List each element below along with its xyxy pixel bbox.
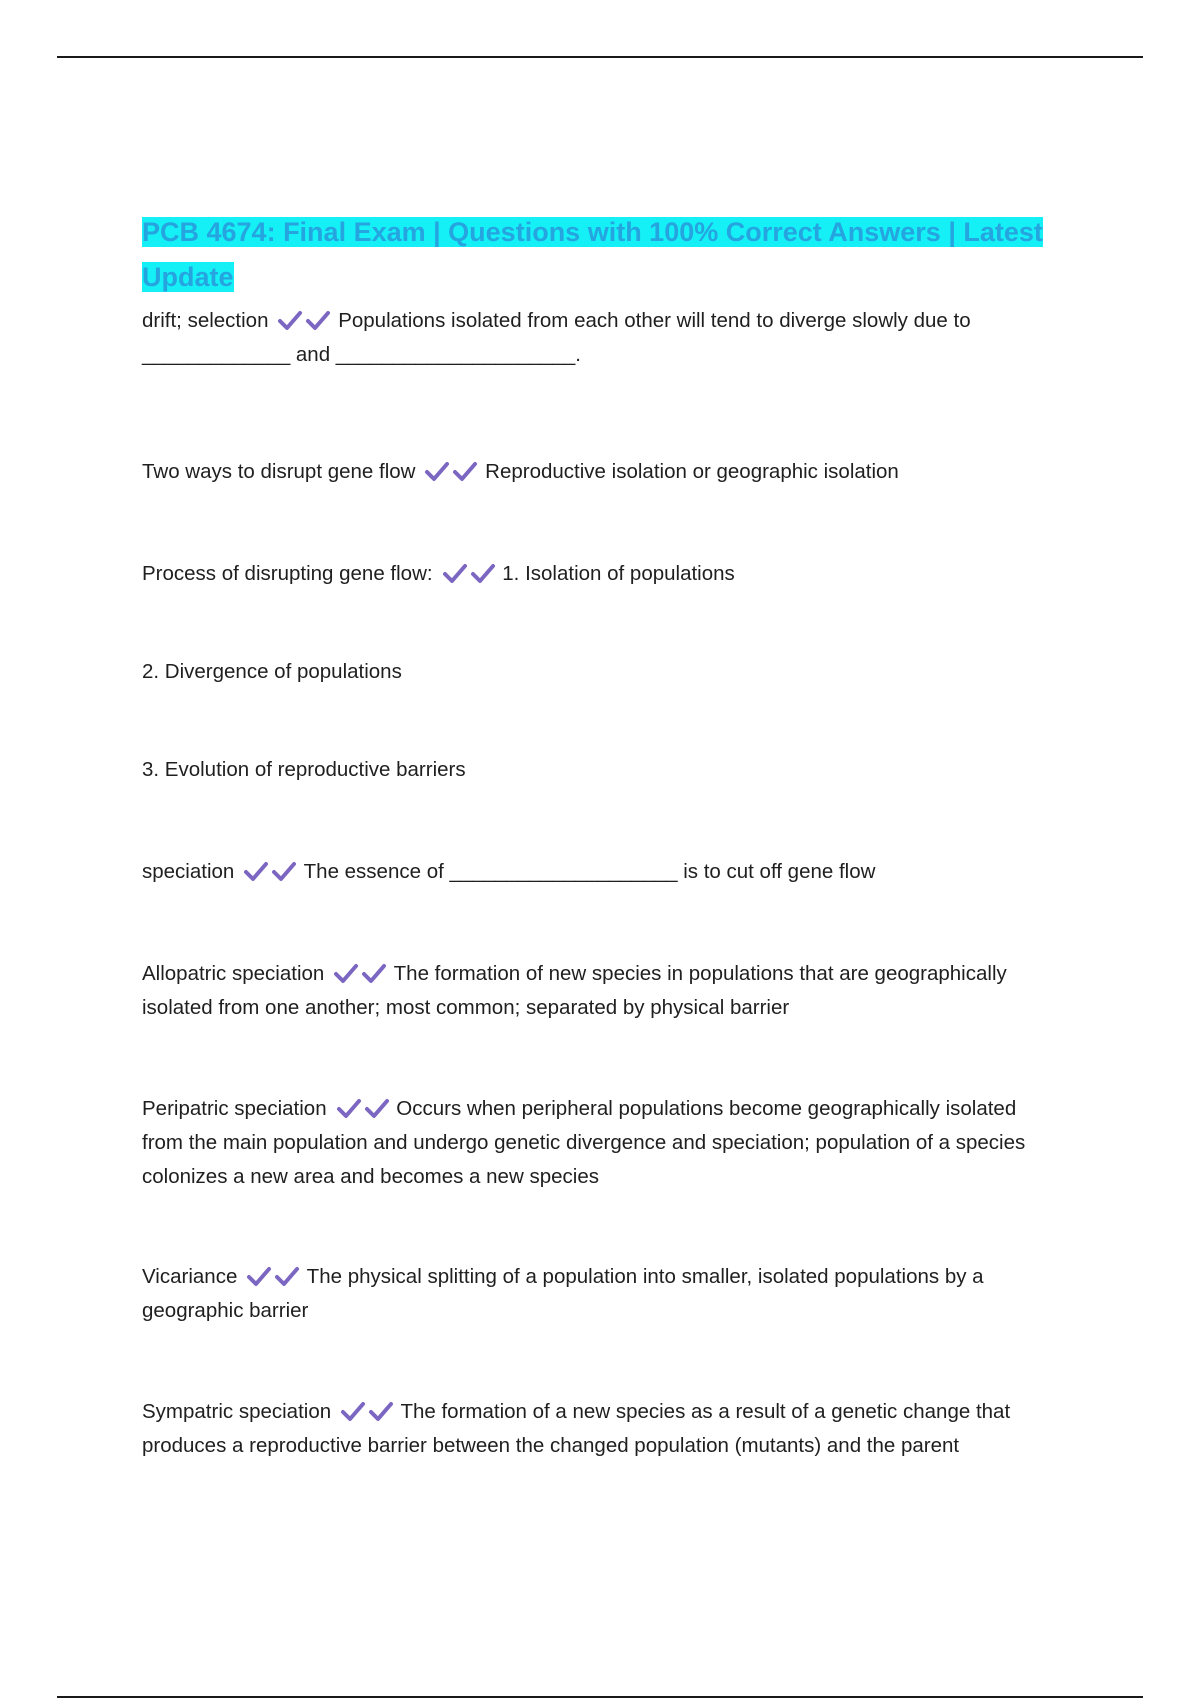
entry-definition: Reproductive isolation or geographic isolation <box>485 460 899 483</box>
entry-term: Peripatric speciation <box>142 1097 327 1120</box>
qa-entry <box>142 304 1062 372</box>
checkmark-icon <box>424 460 450 482</box>
entry-term: Sympatric speciation <box>142 1400 332 1423</box>
checkmark-icon <box>243 860 269 882</box>
checkmark-icon <box>274 1265 300 1287</box>
entry-definition: The formation of new species in populations that are geographically isolated from one another; most common; separated by physical barrier <box>142 962 1007 1019</box>
entry-term: Two ways to disrupt gene flow <box>142 460 416 483</box>
qa-entry <box>142 1395 1062 1463</box>
bottom-rule <box>57 1696 1143 1698</box>
entry-term: drift; selection <box>142 309 269 332</box>
entry-term: speciation <box>142 860 235 883</box>
checkmark-icon <box>277 309 303 331</box>
qa-entry <box>142 855 1062 889</box>
checkmark-icon <box>246 1265 272 1287</box>
qa-entry <box>142 1092 1062 1194</box>
checkmark-icon <box>368 1400 394 1422</box>
checkmark-icon <box>336 1097 362 1119</box>
entry-definition: 1. Isolation of populations <box>502 562 735 585</box>
checkmark-icon <box>452 460 478 482</box>
entry-definition: Populations isolated from each other will tend to diverge slowly due to _____________ and _____________________. <box>142 309 971 366</box>
checkmark-icon <box>271 860 297 882</box>
qa-entry <box>142 557 1062 591</box>
list-item: 3. Evolution of reproductive barriers <box>142 758 466 781</box>
entry-term: Allopatric speciation <box>142 962 325 985</box>
entry-definition: The formation of a new species as a result of a genetic change that produces a reproductive barrier between the changed population (mutants) and the parent <box>142 1400 1011 1457</box>
checkmark-icon <box>340 1400 366 1422</box>
list-item: 2. Divergence of populations <box>142 660 402 683</box>
top-rule <box>57 56 1143 58</box>
checkmark-icon <box>442 562 468 584</box>
entry-definition: Occurs when peripheral populations become geographically isolated from the main population and undergo genetic divergence and speciation; population of a species colonizes a new area and becomes a new species <box>142 1097 1026 1188</box>
entry-definition: The essence of ____________________ is to cut off gene flow <box>303 860 876 883</box>
entry-term: Vicariance <box>142 1265 238 1288</box>
checkmark-icon <box>305 309 331 331</box>
qa-entry <box>142 1260 1062 1328</box>
entry-term: Process of disrupting gene flow: <box>142 562 433 585</box>
qa-entry <box>142 957 1062 1025</box>
checkmark-icon <box>333 962 359 984</box>
qa-entry <box>142 455 1062 489</box>
document-title: PCB 4674: Final Exam | Questions with 100% Correct Answers | Latest Update <box>142 217 1043 292</box>
entry-definition: The physical splitting of a population into smaller, isolated populations by a geographic barrier <box>142 1265 984 1322</box>
checkmark-icon <box>361 962 387 984</box>
checkmark-icon <box>470 562 496 584</box>
checkmark-icon <box>364 1097 390 1119</box>
